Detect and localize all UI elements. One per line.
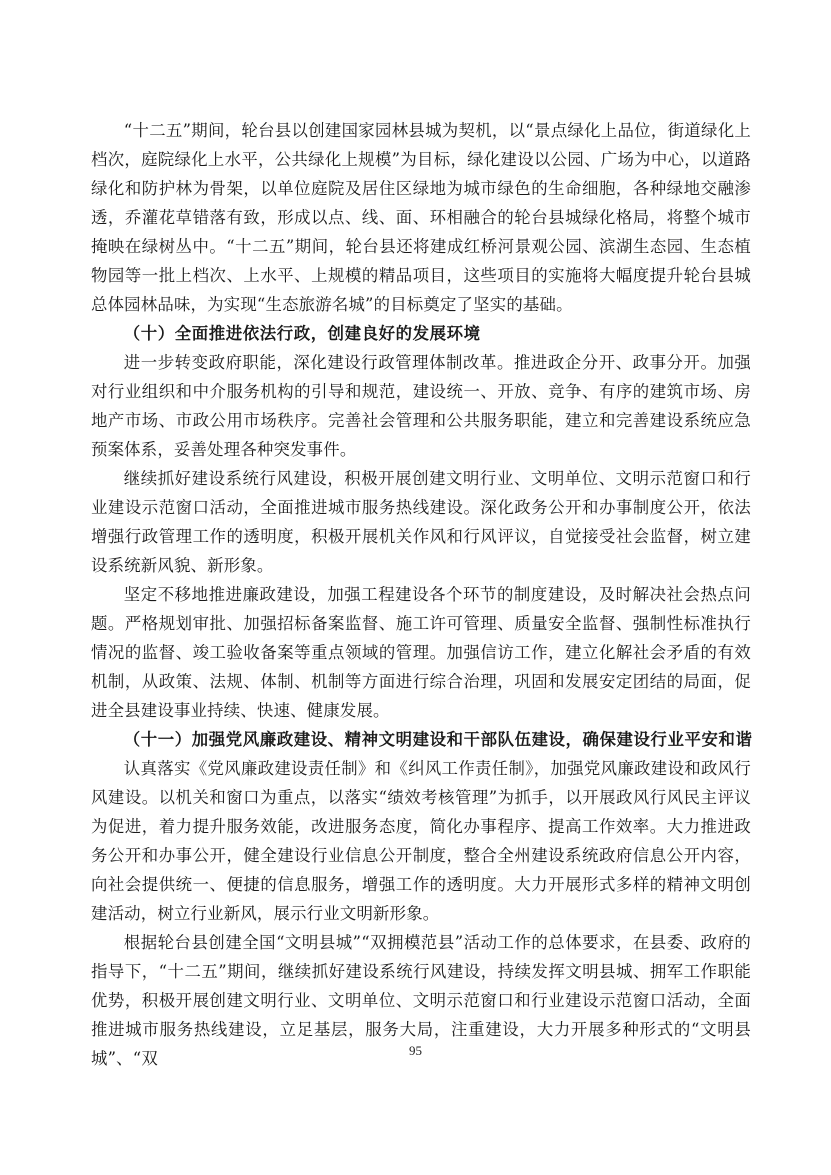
- body-paragraph: 继续抓好建设系统行风建设，积极开展创建文明行业、文明单位、文明示范窗口和行业建设示范窗口活动，全面推进城市服务热线建设。深化政务公开和办事制度公开，依法增强行政管理工作的透明度，积极开展机关作风和行风评议，自觉接受社会监督，树立建设系统新风貌、新形象。: [91, 469, 751, 575]
- section-heading-10: （十）全面推进依法行政，创建良好的发展环境: [123, 324, 481, 343]
- body-paragraph: 进一步转变政府职能，深化建设行政管理体制改革。推进政企分开、政事分开。加强对行业组织和中介服务机构的引导和规范，建设统一、开放、竞争、有序的建筑市场、房地产市场、市政公用市场秩序。完善社会管理和公共服务职能，建立和完善建设系统应急预案体系，妥善处理各种突发事件。: [91, 353, 751, 459]
- body-paragraph: 认真落实《党风廉政建设责任制》和《纠风工作责任制》，加强党风廉政建设和政风行风建设。以机关和窗口为重点，以落实“绩效考核管理”为抓手，以开展政风行风民主评议为促进，着力提升服务效能，改进服务态度，简化办事程序、提高工作效率。大力推进政务公开和办事公开，健全建设行业信息公开制度，整合全州建设系统政府信息公开内容，向社会提供统一、便捷的信息服务，增强工作的透明度。大力开展形式多样的精神文明创建活动，树立行业新风，展示行业文明新形象。: [91, 759, 751, 923]
- section-heading-11: （十一）加强党风廉政建设、精神文明建设和干部队伍建设，确保建设行业平安和谐: [123, 730, 753, 749]
- document-page: [91, 116, 751, 1073]
- body-paragraph: “十二五”期间，轮台县以创建国家园林县城为契机，以“景点绿化上品位，街道绿化上档次，庭院绿化上水平，公共绿化上规模”为目标，绿化建设以公园、广场为中心，以道路绿化和防护林为骨架，以单位庭院及居住区绿地为城市绿色的生命细胞，各种绿地交融渗透，乔灌花草错落有致，形成以点、线、面、环相融合的轮台县城绿化格局，将整个城市掩映在绿树丛中。“十二五”期间，轮台县还将建成红桥河景观公园、滨湖生态园、生态植物园等一批上档次、上水平、上规模的精品项目，这些项目的实施将大幅度提升轮台县城总体园林品味，为实现“生态旅游名城”的目标奠定了坚实的基础。: [91, 121, 751, 314]
- body-paragraph: 坚定不移地推进廉政建设，加强工程建设各个环节的制度建设，及时解决社会热点问题。严格规划审批、加强招标备案监督、施工许可管理、质量安全监督、强制性标准执行情况的监督、竣工验收备案等重点领域的管理。加强信访工作，建立化解社会矛盾的有效机制，从政策、法规、体制、机制等方面进行综合治理，巩固和发展安定团结的局面，促进全县建设事业持续、快速、健康发展。: [91, 585, 751, 720]
- page-number: 95: [409, 1043, 422, 1058]
- body-paragraph: 根据轮台县创建全国“文明县城”“双拥模范县”活动工作的总体要求，在县委、政府的指导下，“十二五”期间，继续抓好建设系统行风建设，持续发挥文明县城、拥军工作职能优势，积极开展创建文明行业、文明单位、文明示范窗口和行业建设示范窗口活动，全面推进城市服务热线建设，立足基层，服务大局，注重建设，大力开展多种形式的“文明县城”、“双: [91, 933, 751, 1068]
